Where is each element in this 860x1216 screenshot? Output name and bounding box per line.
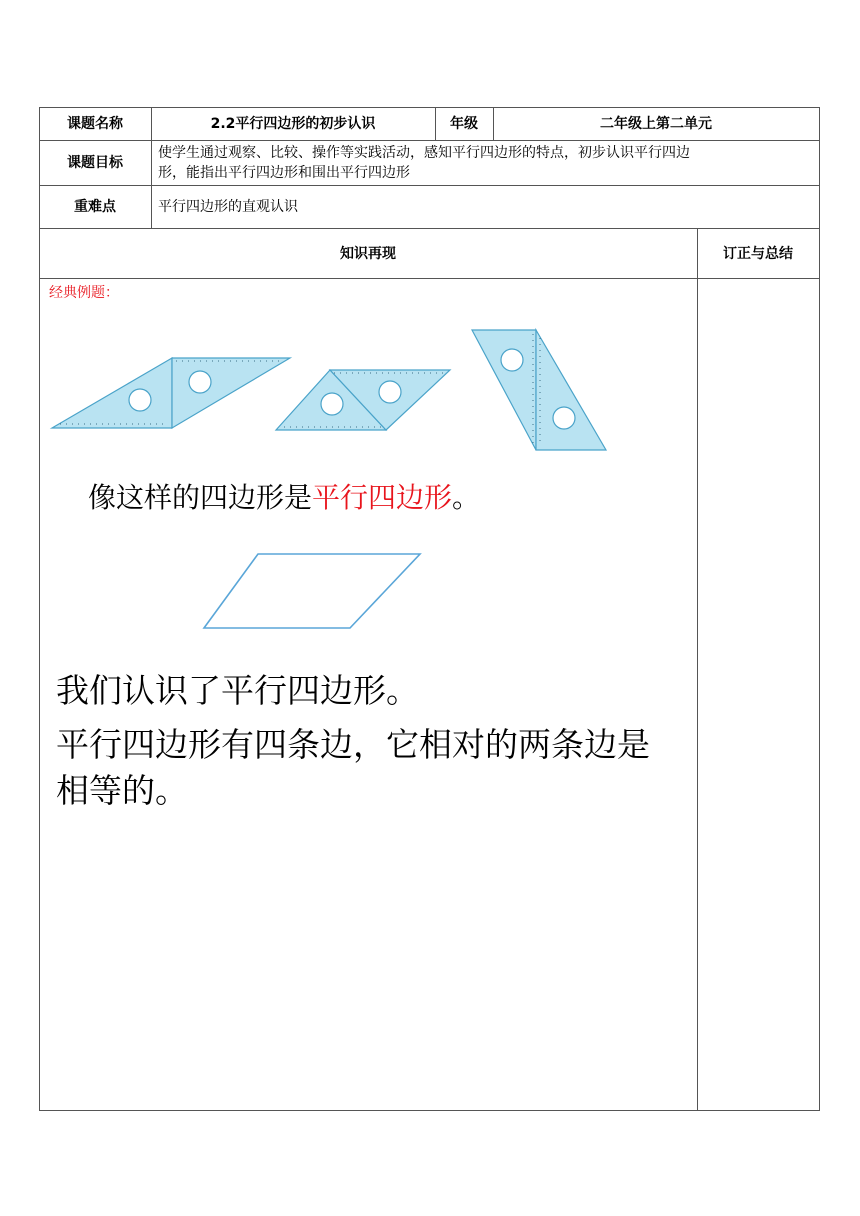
caption-highlight: 平行四边形	[312, 481, 453, 514]
correction-heading: 订正与总结	[723, 246, 793, 262]
difficulty-label: 重难点	[74, 199, 116, 215]
caption-suffix: 。	[452, 481, 481, 514]
set-square-figure-1	[52, 358, 290, 428]
summary-line-3: 相等的。	[56, 771, 188, 810]
table-border-row1	[39, 140, 820, 141]
set-square-parallelograms	[40, 320, 660, 460]
grade-label: 年级	[450, 116, 478, 132]
parallelogram-outline	[196, 546, 436, 636]
set-square-figure-3	[472, 330, 606, 450]
parallelogram-caption	[88, 478, 480, 518]
set-square-figure-2	[276, 370, 450, 430]
table-border-top	[39, 107, 820, 108]
table-border-right	[819, 107, 820, 1111]
table-border-row3	[39, 228, 820, 229]
topic-value: 2.2平行四边形的初步认识	[210, 116, 376, 132]
objective-line-2: 形，能指出平行四边形和围出平行四边形	[158, 165, 410, 181]
summary-line-1: 我们认识了平行四边形。	[56, 671, 419, 710]
example-label: 经典例题：	[49, 285, 119, 301]
table-border-row2	[39, 185, 820, 186]
table-border-bottom	[39, 1110, 820, 1111]
grade-value: 二年级上第二单元	[600, 116, 712, 132]
summary-line-2: 平行四边形有四条边，它相对的两条边是	[56, 725, 650, 764]
difficulty-value: 平行四边形的直观认识	[158, 199, 298, 215]
topic-label: 课题名称	[67, 116, 123, 132]
table-divider-content	[697, 228, 698, 1111]
objective-line-1: 使学生通过观察、比较、操作等实践活动，感知平行四边形的特点，初步认识平行四边	[158, 145, 690, 161]
knowledge-heading: 知识再现	[340, 246, 396, 262]
table-border-row4	[39, 278, 820, 279]
objective-label: 课题目标	[67, 155, 123, 171]
caption-prefix: 像这样的四边形是	[88, 481, 313, 514]
